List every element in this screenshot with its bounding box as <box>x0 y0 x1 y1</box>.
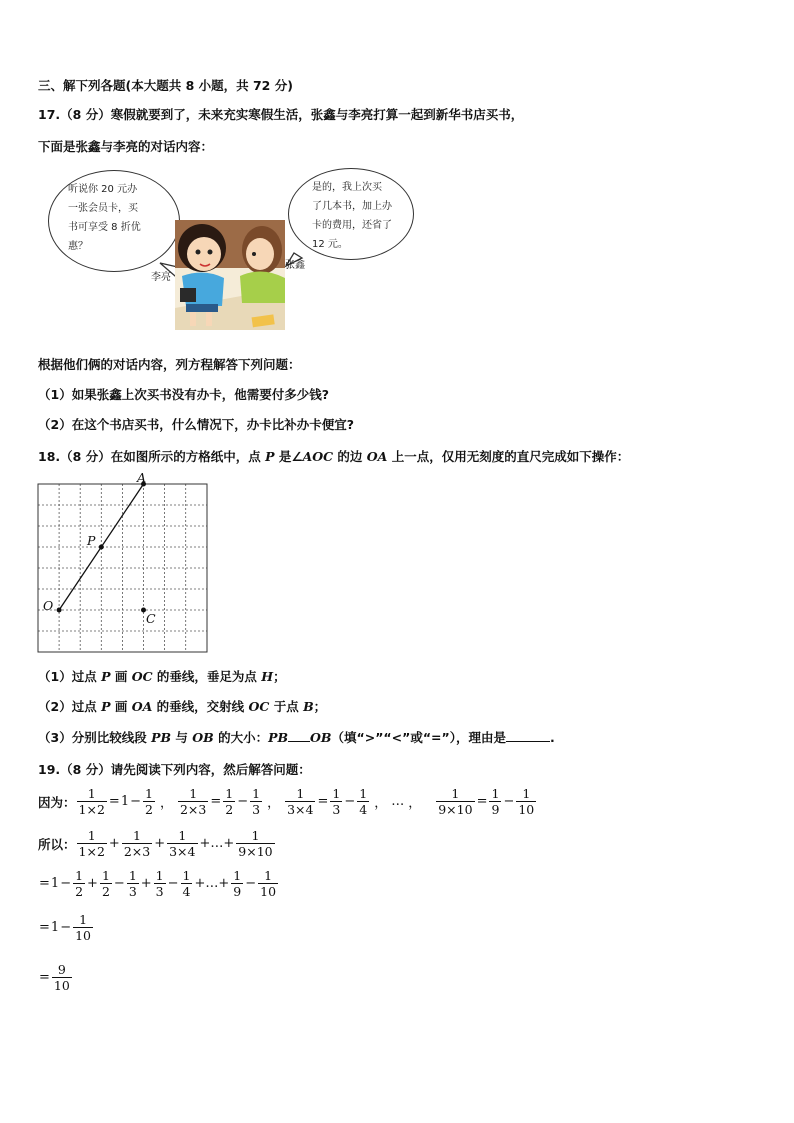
q18-number: 18.（8 分） <box>38 449 111 464</box>
num: 1 <box>128 868 137 883</box>
den: 3×4 <box>287 802 314 817</box>
q17-sub1: （1）如果张鑫上次买书没有办卡，他需要付多少钱? <box>38 387 329 402</box>
frac-e5 <box>181 868 193 899</box>
ellipsis: … <box>391 794 405 809</box>
frac-1-2b <box>223 786 235 817</box>
den: 9×10 <box>238 844 273 859</box>
name-left: 李亮 <box>151 272 171 283</box>
q18-s3-c: 的大小： <box>213 730 269 745</box>
num: 1 <box>451 786 460 801</box>
num: 1 <box>233 868 242 883</box>
frac-e1 <box>73 868 85 899</box>
q18-s1-d: ； <box>273 669 286 684</box>
q18-s3-PB2: PB <box>268 730 289 745</box>
op: + <box>140 876 152 891</box>
q19-because-row <box>38 786 537 817</box>
den: 10 <box>518 802 535 817</box>
q18-s2-a: （2）过点 <box>38 699 102 714</box>
term: 1 <box>50 876 60 891</box>
op: − <box>503 794 515 809</box>
bubble-left-text: 听说你 20 元办 一张会员卡，买 书可享受 8 折优 惠？ <box>68 184 141 252</box>
q18-s1-OC: OC <box>131 669 153 684</box>
op: = <box>39 970 50 985</box>
q18-s2-e: ； <box>313 699 327 714</box>
q18-step3 <box>38 728 555 746</box>
den: 2×3 <box>179 802 207 817</box>
q17-line1 <box>38 105 523 123</box>
name-right: 张鑫 <box>285 260 305 271</box>
q18-s3-a: （3）分别比较线段 <box>38 730 152 745</box>
den: 3×4 <box>169 844 196 859</box>
q18-s1-P: P <box>101 669 111 684</box>
comma: ， <box>408 796 422 811</box>
because-label: 因为： <box>38 794 76 810</box>
den: 4 <box>359 802 368 817</box>
answer-blank-compare[interactable] <box>288 741 310 742</box>
den: 4 <box>182 884 191 899</box>
q18-s1-H: H <box>261 669 274 684</box>
num: 1 <box>225 786 234 801</box>
q17-illustration <box>40 168 420 333</box>
q19-text: 请先阅读下列内容，然后解答问题： <box>110 762 311 777</box>
frac-e3 <box>127 868 139 899</box>
q18-grid-figure <box>36 470 216 660</box>
frac-s3 <box>167 828 197 859</box>
den: 2 <box>145 802 153 817</box>
point-P <box>99 545 104 550</box>
q19-simplify-row <box>38 912 94 943</box>
point-O <box>57 608 62 613</box>
q18-s3-d: （填“>”“<”或“=”），理由是 <box>331 730 506 745</box>
den: 3 <box>128 884 137 899</box>
den: 10 <box>260 884 277 899</box>
num: 1 <box>264 868 273 883</box>
q18-s1-a: （1）过点 <box>38 669 102 684</box>
op: + <box>87 876 98 891</box>
op: − <box>237 794 249 809</box>
op: − <box>60 876 72 891</box>
num: 1 <box>491 786 500 801</box>
den: 2 <box>75 884 84 899</box>
q18-s2-b: 画 <box>110 699 132 714</box>
op: +…+ <box>199 836 235 851</box>
frac-e2 <box>100 868 112 899</box>
op: − <box>60 920 72 935</box>
num: 1 <box>133 828 141 843</box>
num: 1 <box>155 868 164 883</box>
comma: ， <box>159 796 173 811</box>
q18-s3-OB: OB <box>192 730 214 745</box>
so-label: 所以： <box>38 836 76 852</box>
term: 1 <box>50 920 60 935</box>
q19-so-row <box>38 828 276 859</box>
op: − <box>130 794 141 809</box>
num: 1 <box>296 786 305 801</box>
label-A: A <box>137 470 147 485</box>
num: 1 <box>332 786 341 801</box>
q17-sub2: （2）在这个书店买书，什么情况下，办卡比补办卡便宜? <box>38 417 354 432</box>
comma: ， <box>267 796 281 811</box>
frac-s2 <box>122 828 152 859</box>
q18-s2-d: 于点 <box>269 699 304 714</box>
frac-1-4 <box>357 786 369 817</box>
op: + <box>154 836 166 851</box>
q18-step1 <box>38 667 286 685</box>
frac-1-3x4 <box>285 786 315 817</box>
num: 1 <box>101 868 110 883</box>
q18-s3-e: . <box>549 730 555 745</box>
cartoon-figures <box>40 168 420 333</box>
num: 1 <box>189 786 198 801</box>
frac-1-10 <box>516 786 536 817</box>
num: 1 <box>145 786 153 801</box>
q18-s2-P: P <box>101 699 111 714</box>
q18-s2-c: 的垂线，交射线 <box>152 699 249 714</box>
num: 1 <box>522 786 531 801</box>
label-C: C <box>146 611 156 626</box>
q18-s2-B: B <box>303 699 314 714</box>
frac-1-9x10 <box>436 786 474 817</box>
num: 1 <box>252 786 261 801</box>
den: 10 <box>53 978 70 993</box>
op: = <box>39 920 50 935</box>
den: 1×2 <box>78 802 105 817</box>
num: 1 <box>359 786 368 801</box>
q18-text-c: 的边 <box>333 449 367 464</box>
den: 9 <box>491 802 500 817</box>
q18-s2-OA: OA <box>131 699 153 714</box>
frac-1-2x3 <box>178 786 208 817</box>
op: − <box>167 876 179 891</box>
frac-e4 <box>154 868 166 899</box>
den: 2 <box>225 802 234 817</box>
label-P: P <box>87 533 96 548</box>
den: 9×10 <box>438 802 473 817</box>
num: 1 <box>87 786 96 801</box>
op: +…+ <box>194 876 230 891</box>
den: 2 <box>101 884 110 899</box>
den: 3 <box>332 802 341 817</box>
answer-blank-reason[interactable] <box>506 741 550 742</box>
den: 1×2 <box>78 844 105 859</box>
op: = <box>476 794 488 809</box>
label-O: O <box>43 598 54 613</box>
frac-e7 <box>258 868 278 899</box>
q18-text-d: 上一点，仅用无刻度的直尺完成如下操作： <box>387 449 630 464</box>
q18-s3-b: 与 <box>171 730 193 745</box>
q18-s2-OC: OC <box>248 699 270 714</box>
den: 3 <box>252 802 261 817</box>
q18-text-b: 是∠ <box>274 449 303 464</box>
q19-number: 19.（8 分） <box>38 762 111 777</box>
num: 1 <box>182 868 191 883</box>
op: − <box>113 876 125 891</box>
q18-line <box>38 447 629 465</box>
q18-s1-c: 的垂线，垂足为点 <box>152 669 262 684</box>
den: 9 <box>233 884 242 899</box>
frac-1-3b <box>330 786 342 817</box>
q18-OA: OA <box>366 449 388 464</box>
q17-line2: 下面是张鑫与李亮的对话内容： <box>38 139 214 154</box>
term: 1 <box>120 794 130 809</box>
q18-s3-OB2: OB <box>310 730 332 745</box>
den: 3 <box>155 884 164 899</box>
q17-text1: 寒假就要到了，未来充实寒假生活，张鑫与李亮打算一起到新华书店买书， <box>110 107 524 122</box>
frac-1-10-final <box>73 912 93 943</box>
q18-step2 <box>38 697 326 715</box>
frac-1-1x2 <box>77 786 107 817</box>
frac-e6 <box>231 868 243 899</box>
frac-1-9 <box>489 786 501 817</box>
num: 1 <box>79 912 88 927</box>
num: 1 <box>251 828 260 843</box>
op: = <box>317 794 329 809</box>
q17-intro: 根据他们俩的对话内容，列方程解答下列问题： <box>38 357 301 372</box>
frac-s1 <box>77 828 107 859</box>
q18-P: P <box>265 449 275 464</box>
q18-s1-b: 画 <box>110 669 132 684</box>
den: 2×3 <box>123 844 151 859</box>
grid-lines <box>38 484 207 652</box>
frac-1-3 <box>250 786 262 817</box>
op: + <box>108 836 120 851</box>
q18-s3-PB: PB <box>151 730 172 745</box>
q19-expansion-row <box>38 868 279 899</box>
op: − <box>344 794 356 809</box>
q17-number: 17.（8 分） <box>38 107 111 122</box>
num: 9 <box>57 962 66 977</box>
bubble-right-text: 是的，我上次买 了几本书，加上办 卡的费用，还省了 12 元。 <box>312 182 392 250</box>
num: 1 <box>178 828 187 843</box>
op: = <box>210 794 222 809</box>
comma: ， <box>374 796 388 811</box>
q18-text-a: 在如图所示的方格纸中，点 <box>110 449 266 464</box>
section-header: 三、解下列各题(本大题共 8 小题，共 72 分) <box>38 78 293 93</box>
q18-AOC: AOC <box>302 449 334 464</box>
frac-s4 <box>236 828 274 859</box>
num: 1 <box>75 868 84 883</box>
q19-line <box>38 760 311 778</box>
op: = <box>108 794 120 809</box>
op: − <box>245 876 257 891</box>
num: 1 <box>87 828 96 843</box>
frac-result <box>52 962 72 993</box>
grid-svg <box>36 470 216 660</box>
frac-1-2 <box>143 786 155 817</box>
op: = <box>39 876 50 891</box>
q19-result-row <box>38 962 73 993</box>
den: 10 <box>75 928 91 943</box>
